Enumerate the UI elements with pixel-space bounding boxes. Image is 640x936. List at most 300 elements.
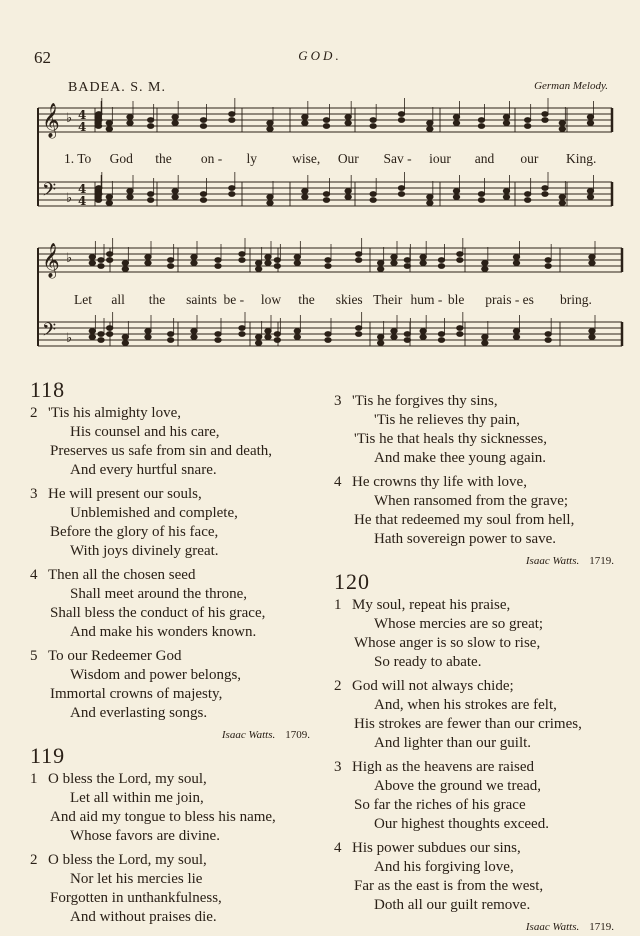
notehead — [265, 255, 271, 260]
notehead — [589, 335, 595, 340]
author-name: Isaac Watts. — [221, 729, 276, 741]
notehead — [438, 332, 444, 337]
verse-text: And lighter than our guilt. — [374, 735, 532, 751]
verse-line — [30, 789, 322, 808]
verse-text: He will present our souls, — [48, 486, 202, 502]
stanza-number: 5 — [30, 648, 38, 664]
verse-line — [334, 596, 626, 615]
notehead — [457, 332, 463, 337]
verse-line — [334, 877, 626, 896]
notehead — [478, 192, 484, 197]
notehead — [453, 189, 459, 194]
notehead — [255, 261, 261, 266]
notehead — [265, 329, 271, 334]
notehead — [482, 261, 488, 266]
notehead — [345, 189, 351, 194]
lyric-syllable: 1. To — [64, 151, 92, 166]
stanza — [30, 770, 322, 846]
stanza-number: 4 — [334, 474, 342, 490]
verse-line — [30, 647, 322, 666]
notehead — [427, 127, 433, 132]
stanza — [30, 851, 322, 927]
notehead — [503, 121, 509, 126]
notehead — [325, 258, 331, 263]
stanza — [30, 485, 322, 561]
verse-text: O bless the Lord, my soul, — [48, 852, 207, 868]
notehead — [545, 264, 551, 269]
notehead — [345, 121, 351, 126]
verse-text: He that redeemed my soul from hell, — [354, 512, 575, 528]
notehead — [345, 195, 351, 200]
notehead — [325, 332, 331, 337]
verse-text: Whose mercies are so great; — [374, 616, 544, 632]
notehead — [513, 335, 519, 340]
notehead — [325, 338, 331, 343]
notehead — [398, 112, 404, 117]
verse-line — [334, 530, 626, 549]
notehead — [167, 258, 173, 263]
notehead — [122, 341, 128, 346]
stanza-number: 1 — [334, 597, 342, 613]
notehead — [404, 258, 410, 263]
notehead — [503, 195, 509, 200]
attribution — [30, 728, 322, 742]
notehead — [323, 124, 329, 129]
notehead — [587, 115, 593, 120]
verse-line — [30, 404, 322, 423]
attribution — [334, 920, 626, 934]
notehead — [172, 189, 178, 194]
lyric-syllable: King. — [566, 151, 597, 166]
stanza — [334, 392, 626, 468]
notehead — [545, 258, 551, 263]
verse-text: And every hurtful snare. — [70, 462, 217, 478]
notehead — [147, 198, 153, 203]
notehead — [172, 195, 178, 200]
notehead — [587, 189, 593, 194]
verse-line — [30, 685, 322, 704]
notehead — [215, 258, 221, 263]
verse-line — [334, 896, 626, 915]
notehead — [427, 195, 433, 200]
notehead — [200, 198, 206, 203]
notehead — [398, 192, 404, 197]
notehead — [267, 201, 273, 206]
notehead — [355, 252, 361, 257]
notehead — [482, 341, 488, 346]
lyric-syllable: on - — [200, 151, 223, 166]
notehead — [420, 335, 426, 340]
notehead — [200, 124, 206, 129]
notehead — [589, 261, 595, 266]
notehead — [229, 186, 235, 191]
notehead — [239, 326, 245, 331]
notehead — [545, 338, 551, 343]
notehead — [478, 124, 484, 129]
notehead — [345, 115, 351, 120]
verse-line — [334, 615, 626, 634]
bass-clef: 𝄢 — [42, 180, 57, 205]
notehead — [404, 264, 410, 269]
notehead — [453, 115, 459, 120]
time-signature: 4 — [78, 182, 87, 196]
verse-text: High as the heavens are raised — [352, 759, 535, 775]
notehead — [294, 335, 300, 340]
notehead — [377, 261, 383, 266]
notehead — [302, 189, 308, 194]
author-year: 1719. — [589, 921, 614, 933]
notehead — [96, 118, 102, 123]
notehead — [559, 127, 565, 132]
verse-text: Wisdom and power belongs, — [70, 667, 242, 683]
notehead — [172, 121, 178, 126]
verse-line — [30, 542, 322, 561]
verse-line — [334, 511, 626, 530]
notehead — [438, 264, 444, 269]
notehead — [191, 255, 197, 260]
verse-line — [334, 449, 626, 468]
stanza — [334, 473, 626, 549]
stanza-number: 2 — [334, 678, 342, 694]
lyric-syllable: the — [298, 292, 315, 307]
time-signature: 4 — [78, 108, 87, 122]
verse-text: And his forgiving love, — [374, 859, 514, 875]
notehead — [106, 252, 112, 257]
notehead — [147, 192, 153, 197]
notehead — [255, 335, 261, 340]
notehead — [106, 258, 112, 263]
verse-text: My soul, repeat his praise, — [352, 597, 511, 613]
verse-text: So ready to abate. — [374, 654, 482, 670]
verse-text: 'Tis he that heals thy sicknesses, — [354, 431, 547, 447]
verse-line — [334, 653, 626, 672]
verse-line — [30, 423, 322, 442]
verse-text: And without praises die. — [70, 909, 217, 925]
verse-line — [30, 504, 322, 523]
notehead — [167, 332, 173, 337]
notehead — [89, 261, 95, 266]
notehead — [355, 326, 361, 331]
verse-text: He crowns thy life with love, — [352, 474, 527, 490]
notehead — [229, 118, 235, 123]
verse-line — [30, 908, 322, 927]
stanza-number: 2 — [30, 405, 38, 421]
notehead — [145, 261, 151, 266]
notehead — [524, 118, 530, 123]
notehead — [127, 195, 133, 200]
notehead — [255, 341, 261, 346]
notehead — [106, 127, 112, 132]
notehead — [542, 186, 548, 191]
verse-line — [334, 715, 626, 734]
time-signature: 4 — [78, 194, 87, 208]
notehead — [239, 252, 245, 257]
notehead — [106, 326, 112, 331]
notehead — [542, 192, 548, 197]
notehead — [127, 115, 133, 120]
notehead — [323, 192, 329, 197]
notehead — [95, 198, 101, 203]
verse-line — [334, 777, 626, 796]
verse-line — [30, 666, 322, 685]
notehead — [404, 338, 410, 343]
notehead — [265, 335, 271, 340]
verse-text: His counsel and his care, — [70, 424, 220, 440]
stanza — [334, 758, 626, 834]
lyric-syllable: the — [148, 292, 166, 307]
page-number: 62 — [34, 48, 51, 67]
verse-line — [30, 523, 322, 542]
notehead — [524, 192, 530, 197]
verse-line — [30, 623, 322, 642]
lyric-syllable: Let — [74, 292, 92, 307]
notehead — [370, 118, 376, 123]
notehead — [191, 329, 197, 334]
notehead — [147, 124, 153, 129]
notehead — [391, 335, 397, 340]
lyric-syllable: saints — [186, 292, 217, 307]
notehead — [545, 332, 551, 337]
verse-text: Nor let his mercies lie — [70, 871, 203, 887]
notehead — [145, 255, 151, 260]
lyric-syllable: Our — [337, 151, 359, 166]
running-title: GOD. — [298, 48, 342, 63]
notehead — [420, 261, 426, 266]
verse-line — [30, 485, 322, 504]
notehead — [377, 267, 383, 272]
verse-text: 'Tis he relieves thy pain, — [374, 412, 520, 428]
verse-line — [334, 839, 626, 858]
notehead — [377, 341, 383, 346]
verse-line — [334, 858, 626, 877]
stanza-number: 3 — [334, 393, 342, 409]
verse-text: Shall meet around the throne, — [70, 586, 248, 602]
notehead — [457, 258, 463, 263]
lyric-syllable: the — [155, 151, 172, 166]
notehead — [513, 255, 519, 260]
verse-text: Immortal crowns of majesty, — [50, 686, 223, 702]
lyric-syllable: iour — [429, 151, 451, 166]
verse-line — [334, 815, 626, 834]
notehead — [200, 192, 206, 197]
verse-line — [334, 696, 626, 715]
stanza-number: 3 — [30, 486, 38, 502]
notehead — [438, 258, 444, 263]
notehead — [167, 338, 173, 343]
stanza-number: 2 — [30, 852, 38, 868]
notehead — [404, 332, 410, 337]
notehead — [302, 121, 308, 126]
verse-text: Unblemished and complete, — [70, 505, 238, 521]
notehead — [274, 264, 280, 269]
flat-sign: ♭ — [66, 331, 73, 346]
verse-text: Above the ground we tread, — [374, 778, 542, 794]
verse-text: Far as the east is from the west, — [354, 878, 544, 894]
verse-text: Whose favors are divine. — [70, 828, 220, 844]
notehead — [325, 264, 331, 269]
notehead — [106, 201, 112, 206]
notehead — [503, 189, 509, 194]
lyric-syllable: bring. — [560, 292, 592, 307]
lyric-syllable: prais - — [485, 292, 520, 307]
notehead — [302, 195, 308, 200]
verse-line — [334, 634, 626, 653]
lyric-syllable: wise, — [292, 151, 321, 166]
notehead — [106, 121, 112, 126]
lyric-syllable: Their — [373, 292, 403, 307]
notehead — [89, 335, 95, 340]
verse-text: With joys divinely great. — [70, 543, 219, 559]
notehead — [239, 258, 245, 263]
notehead — [274, 258, 280, 263]
notehead — [524, 124, 530, 129]
lyric-syllable: Sav - — [383, 151, 412, 166]
notehead — [127, 121, 133, 126]
verse-line — [334, 796, 626, 815]
notehead — [589, 255, 595, 260]
notehead — [302, 115, 308, 120]
notehead — [229, 112, 235, 117]
notehead — [95, 124, 101, 129]
verse-text: Hath sovereign power to save. — [374, 531, 557, 547]
notehead — [96, 192, 102, 197]
notehead — [215, 264, 221, 269]
lyric-syllable: low — [260, 292, 282, 307]
notehead — [355, 332, 361, 337]
notehead — [98, 264, 104, 269]
notehead — [191, 261, 197, 266]
notehead — [98, 258, 104, 263]
verse-text: Forgotten in unthankfulness, — [50, 890, 222, 906]
notehead — [294, 255, 300, 260]
notehead — [200, 118, 206, 123]
text-column-left — [30, 376, 322, 932]
notehead — [122, 261, 128, 266]
verse-line — [30, 566, 322, 585]
notehead — [323, 118, 329, 123]
notehead — [370, 198, 376, 203]
lyric-syllable: our — [520, 151, 539, 166]
stanza — [30, 404, 322, 480]
music-score — [0, 0, 640, 375]
verse-line — [30, 704, 322, 723]
notehead — [559, 195, 565, 200]
verse-line — [334, 430, 626, 449]
notehead — [215, 338, 221, 343]
author-year: 1709. — [285, 729, 310, 741]
verse-text: His power subdues our sins, — [352, 840, 521, 856]
tune-composer: German Melody. — [534, 80, 608, 92]
verse-text: And make thee young again. — [374, 450, 547, 466]
notehead — [267, 195, 273, 200]
lyric-syllable: ble — [447, 292, 465, 307]
notehead — [96, 112, 102, 117]
notehead — [438, 338, 444, 343]
verse-line — [334, 734, 626, 753]
verse-line — [30, 827, 322, 846]
notehead — [391, 261, 397, 266]
notehead — [457, 252, 463, 257]
notehead — [145, 329, 151, 334]
notehead — [559, 121, 565, 126]
notehead — [239, 332, 245, 337]
verse-line — [334, 492, 626, 511]
notehead — [106, 332, 112, 337]
notehead — [127, 189, 133, 194]
notehead — [482, 335, 488, 340]
notehead — [478, 118, 484, 123]
notehead — [122, 267, 128, 272]
notehead — [89, 329, 95, 334]
notehead — [96, 186, 102, 191]
verse-text: Let all within me join, — [70, 790, 204, 806]
verse-line — [30, 461, 322, 480]
flat-sign: ♭ — [66, 191, 73, 206]
notehead — [427, 201, 433, 206]
verse-text: So far the riches of his grace — [354, 797, 526, 813]
verse-text: And make his wonders known. — [70, 624, 257, 640]
verse-text: God will not always chide; — [352, 678, 514, 694]
notehead — [542, 112, 548, 117]
notehead — [587, 195, 593, 200]
lyric-syllable: God — [109, 151, 133, 166]
notehead — [513, 329, 519, 334]
notehead — [106, 195, 112, 200]
notehead — [122, 335, 128, 340]
lyric-syllable: skies — [335, 292, 363, 307]
stanza — [30, 566, 322, 642]
notehead — [559, 201, 565, 206]
verse-line — [30, 851, 322, 870]
notehead — [323, 198, 329, 203]
verse-text: Then all the chosen seed — [48, 567, 196, 583]
stanza — [30, 647, 322, 723]
verse-line — [30, 585, 322, 604]
verse-text: Shall bless the conduct of his grace, — [50, 605, 266, 621]
notehead — [145, 335, 151, 340]
stanza — [334, 596, 626, 672]
author-year: 1719. — [589, 555, 614, 567]
verse-text: When ransomed from the grave; — [374, 493, 569, 509]
verse-text: Before the glory of his face, — [50, 524, 219, 540]
stanza-number: 1 — [30, 771, 38, 787]
verse-text: His strokes are fewer than our crimes, — [354, 716, 582, 732]
lyric-syllable: and — [474, 151, 495, 166]
notehead — [294, 329, 300, 334]
stanza-number: 4 — [334, 840, 342, 856]
hymn-number: 119 — [30, 743, 66, 768]
verse-text: Whose anger is so slow to rise, — [354, 635, 541, 651]
notehead — [391, 255, 397, 260]
notehead — [355, 258, 361, 263]
notehead — [89, 255, 95, 260]
lyric-syllable: all — [111, 292, 125, 307]
hymn-number: 120 — [334, 569, 370, 594]
notehead — [370, 192, 376, 197]
verse-line — [30, 870, 322, 889]
stanza-number: 4 — [30, 567, 38, 583]
verse-text: 'Tis his almighty love, — [48, 405, 182, 421]
notehead — [294, 261, 300, 266]
notehead — [478, 198, 484, 203]
notehead — [191, 335, 197, 340]
tune-name: BADEA. S. M. — [68, 80, 166, 95]
notehead — [420, 329, 426, 334]
verse-line — [334, 677, 626, 696]
notehead — [427, 121, 433, 126]
lyric-syllable: hum - — [410, 292, 443, 307]
notehead — [513, 261, 519, 266]
